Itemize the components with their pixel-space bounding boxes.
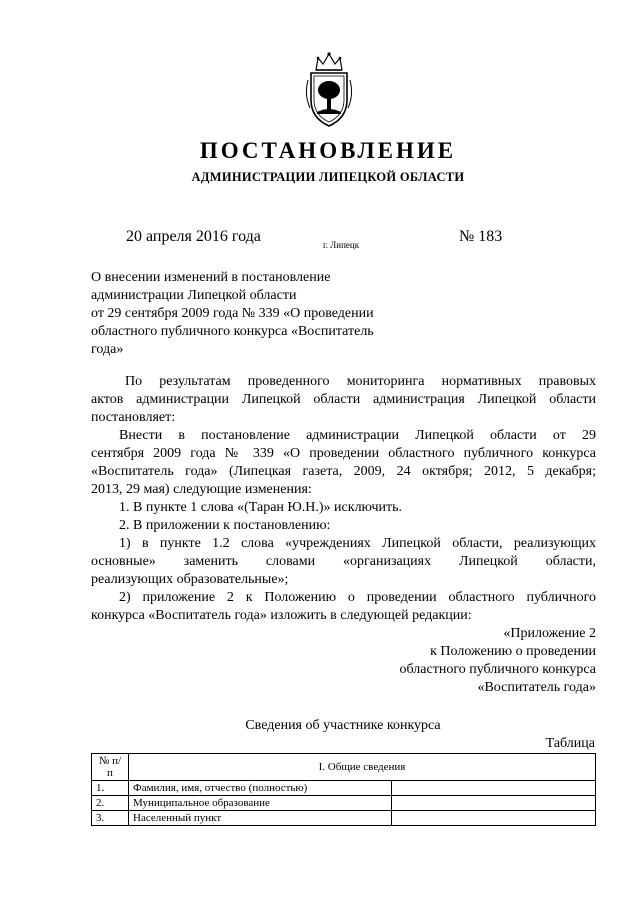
table-row <box>92 781 596 796</box>
subject-line: О внесении изменений в постановление <box>91 270 331 285</box>
subject-line: от 29 сентября 2009 года № 339 «О проведении <box>91 306 374 321</box>
appendix-line: «Воспитатель года» <box>477 680 596 695</box>
subject-line: администрации Липецкой области <box>91 288 297 303</box>
table-caption: Сведения об участнике конкурса <box>245 718 441 733</box>
appendix-line: к Положению о проведении <box>430 644 596 659</box>
body-line: 2013, 29 мая) следующие изменения: <box>91 482 312 497</box>
document-subject <box>91 269 421 359</box>
document-date: 20 апреля 2016 года <box>126 228 261 245</box>
document-number: № 183 <box>459 228 503 245</box>
appendix-line: «Приложение 2 <box>503 626 596 641</box>
subject-line: года» <box>91 342 124 357</box>
participant-info-table <box>91 753 596 826</box>
body-line: постановляет: <box>91 410 176 425</box>
body-line: основные» заменить словами «организациях Липецкой области, <box>91 554 596 569</box>
row-label: Муниципальное образование <box>129 796 392 811</box>
row-number: 2. <box>92 796 129 811</box>
table-row <box>92 811 596 826</box>
body-line: 2) приложение 2 к Положению о проведении областного публичного <box>119 590 596 605</box>
body-line: сентября 2009 года № 339 «О проведении областного публичного конкурса <box>91 446 596 461</box>
document-subtitle: АДМИНИСТРАЦИИ ЛИПЕЦКОЙ ОБЛАСТИ <box>191 170 465 184</box>
row-value <box>392 781 596 796</box>
body-line: 1) в пункте 1.2 слова «учреждениях Липецкой области, реализующих <box>119 536 596 551</box>
row-label: Фамилия, имя, отчество (полностью) <box>129 781 392 796</box>
body-line: конкурса «Воспитатель года» изложить в следующей редакции: <box>91 608 472 623</box>
table-header-row <box>92 754 596 781</box>
body-line: реализующих образовательные»; <box>91 572 289 587</box>
subject-line: областного публичного конкурса «Воспитатель <box>91 324 374 339</box>
coat-of-arms-emblem <box>304 50 354 130</box>
body-line: актов администрации Липецкой области администрация Липецкой области <box>91 392 596 407</box>
document-title: ПОСТАНОВЛЕНИЕ <box>199 138 457 163</box>
row-value <box>392 811 596 826</box>
table-header-number: № п/п <box>92 754 129 781</box>
appendix-line: областного публичного конкурса <box>399 662 596 677</box>
row-label: Населенный пункт <box>129 811 392 826</box>
body-line: 2. В приложении к постановлению: <box>119 518 331 533</box>
body-line: Внести в постановление администрации Липецкой области от 29 <box>119 428 596 443</box>
body-line: По результатам проведенного мониторинга нормативных правовых <box>125 374 596 389</box>
body-line: «Воспитатель года» (Липецкая газета, 2009, 24 октября; 2012, 5 декабря; <box>91 464 596 479</box>
table-section-title: I. Общие сведения <box>129 754 596 781</box>
table-row <box>92 796 596 811</box>
document-body <box>91 373 596 697</box>
document-city: г. Липецк <box>323 240 360 250</box>
row-value <box>392 796 596 811</box>
table-label: Таблица <box>545 736 595 751</box>
row-number: 3. <box>92 811 129 826</box>
row-number: 1. <box>92 781 129 796</box>
body-line: 1. В пункте 1 слова «(Таран Ю.Н.)» исключить. <box>119 500 403 515</box>
